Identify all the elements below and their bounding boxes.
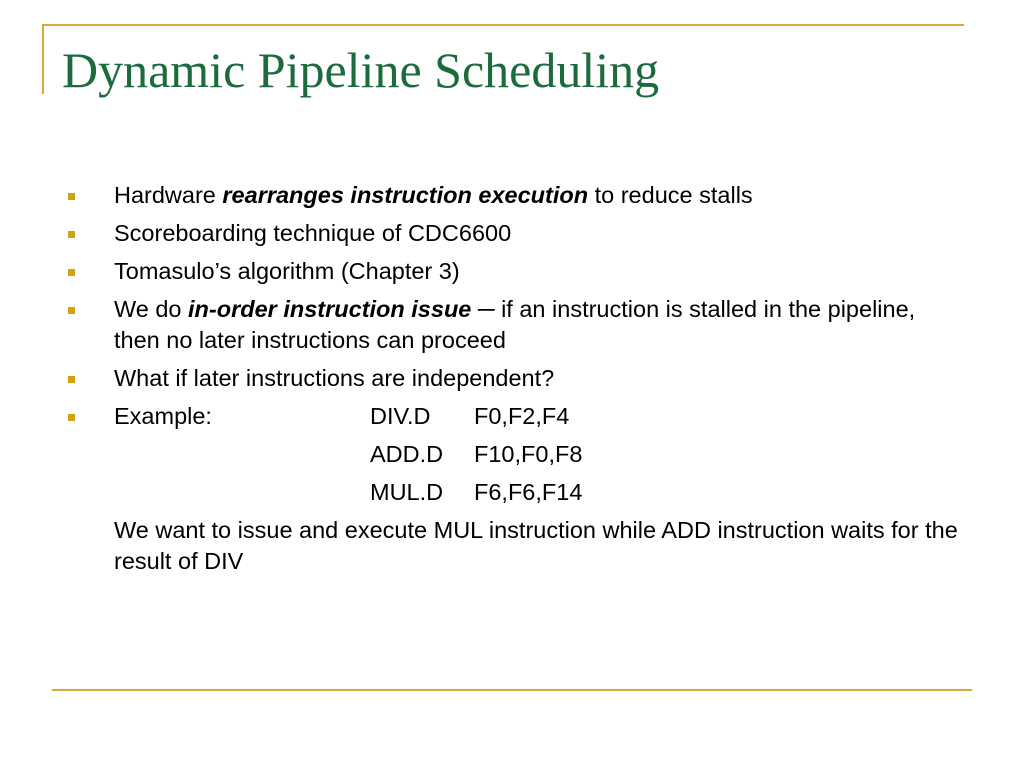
square-bullet-icon (68, 376, 75, 383)
bullet-item (60, 180, 960, 211)
code-line (114, 477, 960, 508)
bullet-text: Tomasulo’s algorithm (Chapter 3) (114, 258, 460, 284)
bottom-accent-line (52, 689, 972, 691)
bullet-item-example (60, 401, 960, 432)
bullet-list (60, 180, 960, 577)
code-operands: F6,F6,F14 (474, 479, 583, 505)
code-indent (114, 439, 370, 470)
square-bullet-icon (68, 307, 75, 314)
bullet-item (60, 256, 960, 287)
code-item (60, 477, 960, 508)
bullet-emphasis: rearranges instruction execution (222, 182, 589, 208)
example-label: Example: (114, 403, 212, 429)
code-item (60, 439, 960, 470)
bullet-emphasis: in-order instruction issue (188, 296, 472, 322)
bullet-item (60, 294, 960, 356)
explanation-note: We want to issue and execute MUL instruction while ADD instruction waits for the result of DIV (114, 517, 958, 574)
bullet-text: ─ if an instruction is stalled in the pipeline, then no later instructions can proceed (114, 296, 916, 353)
left-accent-line (42, 24, 44, 94)
bullet-text: We do (114, 296, 189, 322)
code-opcode: DIV.D (370, 403, 431, 429)
code-line (114, 401, 960, 432)
bullet-text: Hardware (114, 182, 223, 208)
square-bullet-icon (68, 414, 75, 421)
code-opcode: ADD.D (370, 441, 444, 467)
code-operands: F0,F2,F4 (474, 403, 570, 429)
slide-title: Dynamic Pipeline Scheduling (62, 42, 660, 98)
code-operands: F10,F0,F8 (474, 441, 583, 467)
bullet-text: Scoreboarding technique of CDC6600 (114, 220, 512, 246)
code-line (114, 439, 960, 470)
bullet-item (60, 363, 960, 394)
bullet-text: to reduce stalls (588, 182, 753, 208)
square-bullet-icon (68, 269, 75, 276)
code-indent (114, 477, 370, 508)
square-bullet-icon (68, 193, 75, 200)
top-accent-line (42, 24, 964, 26)
code-opcode: MUL.D (370, 479, 444, 505)
square-bullet-icon (68, 231, 75, 238)
bullet-text: What if later instructions are independent? (114, 365, 555, 391)
bullet-item (60, 218, 960, 249)
